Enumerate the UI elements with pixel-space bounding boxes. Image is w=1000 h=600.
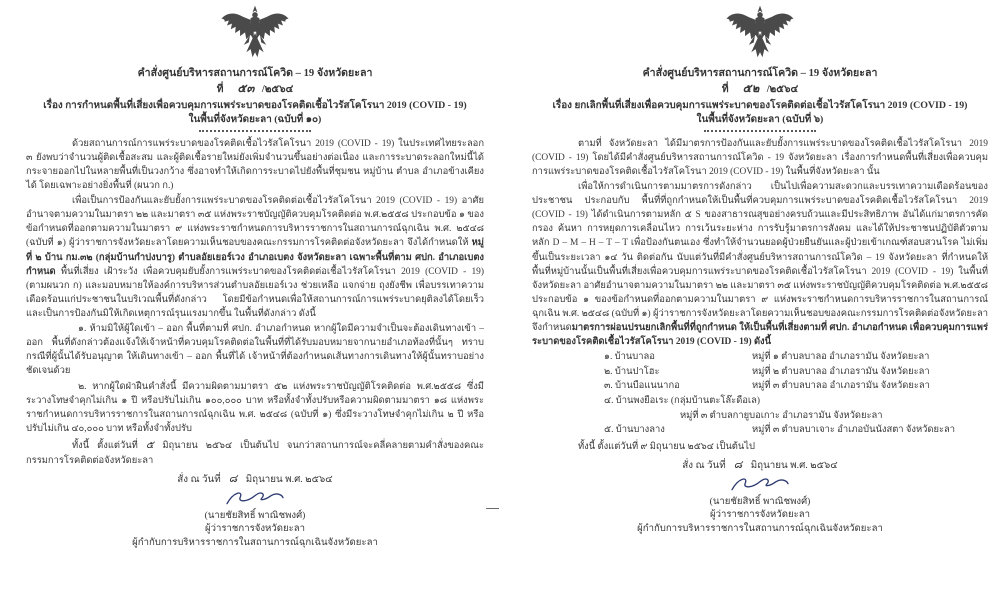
order-item-1: ๑. ห้ามมิให้ผู้ใดเข้า – ออก พื้นที่ตามที่ ศปก. อำเภอกำหนด หากผู้ใดมีความจำเป็นจะต้องเดินทางเข้า – ออก พื้นที่ดังกล่าวต้องแจ้งให้เจ้าหน้าที่ควบคุมโรคติดต่อในพื้นที่ที่ได้รับมอบหมายจากนายอำเภอท้องที่นั้นๆ ทราบ กรณีที่ผู้นั้นได้รับอนุญาต ให้เดินทางเข้า – ออก พื้นที่ได้ เจ้าหน้าที่ต้องกำหนดเส้นทางการเดินทางให้ผู้นั้นทราบอย่างชัดเจนด้วย xyxy=(26,324,484,377)
effective-day-handwritten: ๕ xyxy=(145,439,155,451)
village-name: ๑. บ้านบาลอ xyxy=(604,352,655,363)
signer-title-governor: ผู้ว่าราชการจังหวัดยะลา xyxy=(709,509,811,521)
village-row xyxy=(532,394,988,409)
order-date-post: มิถุนายน พ.ศ. ๒๕๖๔ xyxy=(750,459,838,471)
order-date-pre: สั่ง ณ วันที่ xyxy=(177,473,221,485)
paragraph-authority-text: เพื่อเป็นการป้องกันและยับยั้งการแพร่ระบาดของโรคติดต่อเชื้อไวรัสโคโรนา 2019 (COVID - 19) อาศัยอำนาจตามความในมาตรา ๒๒ และมาตรา ๓๕ แห่งพระราชบัญญัติควบคุมโรคติดต่อ พ.ศ.๒๕๕๘ ประกอบข้อ ๑ ของข้อกำหนดที่ออกตามความในมาตรา ๙ แห่งพระราชกำหนดการบริหารราชการในสถานการณ์ฉุกเฉิน พ.ศ. ๒๕๔๘ (ฉบับที่ ๑) ผู้ว่าราชการจังหวัดยะลาโดยความเห็นชอบของคณะกรรมการโรคติดต่อจังหวัดยะลา จึงได้กำหนดให้ xyxy=(26,196,484,249)
paragraph-cancellation-text: เพื่อให้การดำเนินการตามมาตรการดังกล่าว เป็นไปเพื่อความสะดวกและบรรเทาความเดือดร้อนของประชาชน ประกอบกับ พื้นที่ที่ถูกกำหนดให้เป็นพื้นที่ควบคุมการแพร่ระบาดของโรคติดเชื้อไวรัสโคโรนา 2019 (COVID - 19) ได้ดำเนินการตามหลัก ๕ S ของสาธารณสุขอย่างครบถ้วนและมีประสิทธิภาพ อันได้แก่มาตรการคัดกรอง ค้นหา การหยุดการเคลื่อนไหว การเว้นระยะห่าง การรับรู้มาตรการสังคม และได้ให้ประชาชนปฏิบัติตัวตามหลัก D – M – H – T – T เพื่อป้องกันตนเอง ซึ่งทำให้จำนวนยอดผู้ป่วยยืนยันและผู้ป่วยเข้าเกณฑ์สอบสวนโรค ไม่เพิ่มขึ้นเป็นระยะเวลา ๑๔ วัน ติดต่อกัน นับแต่วันที่มีคำสั่งศูนย์บริหารสถานการณ์โควิด – 19 จังหวัดยะลา ที่กำหนดให้พื้นที่หมู่บ้านนั้นเป็นพื้นที่เสี่ยงเพื่อควบคุมการแพร่ระบาดของโรคติดเชื้อไวรัสโคโรนา 2019 (COVID - 19) ในพื้นที่จังหวัดยะลา อาศัยอำนาจตามความในมาตรา ๒๒ และมาตรา ๓๕ แห่งพระราชบัญญัติควบคุมโรคติดต่อ พ.ศ.๒๕๕๘ ประกอบข้อ ๑ ของข้อกำหนดที่ออกตามความในมาตรา ๙ แห่งพระราชกำหนดการบริหารราชการในสถานการณ์ฉุกเฉิน พ.ศ. ๒๕๔๘ (ฉบับที่ ๑) ผู้ว่าราชการจังหวัดยะลาโดยความเห็นชอบของคณะกรรมการโรคติดต่อจังหวัดยะลา จึงกำหนด xyxy=(532,181,988,334)
document-number-year: /๒๕๖๔ xyxy=(261,84,294,96)
signer-title-governor: ผู้ว่าราชการจังหวัดยะลา xyxy=(204,523,306,535)
order-date-line xyxy=(532,457,988,474)
paragraph-cancellation xyxy=(532,180,988,349)
paragraph-authority-tail: พื้นที่เสี่ยง เฝ้าระวัง เพื่อควบคุมยับยั้งการแพร่ระบาดของโรคติดต่อเชื้อไวรัสโคโรนา 2019 (COVID - 19) (ตามผนวก ก) และมอบหมายให้องค์การบริหารส่วนตำบลอัยเยอร์เวง ช่วยเหลือ แจกจ่าย ถุงยังชีพ เพื่อบรรเทาความเดือดร้อนแก่ประชาชนในบริเวณพื้นที่ดังกล่าว โดยมีข้อกำหนดเพื่อให้สถานการณ์การแพร่ระบาดยุติลงได้โดยเร็ว และเป็นการป้องกันมิให้เกิดเหตุการณ์รุนแรงมากขึ้น ในพื้นที่ดังกล่าว ดังนี้ xyxy=(26,266,484,319)
village-detail: หมู่ที่ ๒ ตำบลบาลอ อำเภอรามัน จังหวัดยะลา xyxy=(752,366,930,377)
effective-date-line xyxy=(532,440,988,454)
subject-line-1: เรื่อง ยกเลิกพื้นที่เสี่ยงเพื่อควบคุมการแพร่ระบาดของโรคติดต่อเชื้อไวรัสโคโรนา 2019 (COVID - 19) xyxy=(552,99,968,111)
subject-line-2: ในพื้นที่จังหวัดยะลา (ฉบับที่ ๖) xyxy=(696,113,824,125)
document-number-handwritten: ๕๓ xyxy=(237,83,255,96)
dotted-divider xyxy=(199,129,311,132)
signature-icon xyxy=(222,489,288,509)
document-number-label: ที่ xyxy=(721,84,729,96)
order-day-handwritten: ๘ xyxy=(733,458,743,471)
effective-day: ๙ xyxy=(640,441,648,452)
signature-block xyxy=(532,475,988,537)
effective-date-line xyxy=(26,438,484,468)
village-row xyxy=(532,350,988,365)
order-date-post: มิถุนายน พ.ศ. ๒๕๖๔ xyxy=(245,473,333,485)
paragraph-situation: ด้วยสถานการณ์การแพร่ระบาดของโรคติดเชื้อไวรัสโคโรนา 2019 (COVID - 19) ในประเทศไทยระลอก ๓ ยังพบว่าจำนวนผู้ติดเชื้อสะสม และผู้ติดเชื้อรายใหม่ยังเพิ่มจำนวนขึ้นอย่างต่อเนื่อง และการระบาดระลอกใหม่นี้ได้กระจายออกไปในหลายพื้นที่เป็นวงกว้าง ซึ่งอาจทำให้เกิดการระบาดไปยังพื้นที่ชุมชน หมู่บ้าน ตำบล อำเภอข้างเคียงได้ โดยเฉพาะอย่างยิ่งพื้นที่ (ผนวก ก.) xyxy=(26,138,484,191)
garuda-emblem-icon xyxy=(26,5,484,66)
effective-pre: ทั้งนี้ ตั้งแต่วันที่ xyxy=(578,441,639,452)
document-number-label: ที่ xyxy=(216,84,224,96)
right-document-page xyxy=(500,0,1000,600)
signer-name: (นายชัยสิทธิ์ พาณิชพงศ์) xyxy=(204,509,306,521)
village-row xyxy=(532,379,988,394)
order-item-2: ๒. หากผู้ใดฝ่าฝืนคำสั่งนี้ มีความผิดตามมาตรา ๕๒ แห่งพระราชบัญญัติโรคติดต่อ พ.ศ.๒๕๕๘ ซึ่งมีระวางโทษจำคุกไม่เกิน ๑ ปี หรือปรับไม่เกิน ๑๐๐,๐๐๐ บาท หรือทั้งจำทั้งปรับหรือความผิดตามมาตรา ๑๘ แห่งพระราชกำหนดการบริหารราชการในสถานการณ์ฉุกเฉิน พ.ศ. ๒๕๔๘ (ฉบับที่ ๑) ซึ่งมีระวางโทษจำคุกไม่เกิน ๒ ปี หรือปรับไม่เกิน ๔๐,๐๐๐ บาท หรือทั้งจำทั้งปรับ xyxy=(26,381,484,434)
signer-name: (นายชัยสิทธิ์ พาณิชพงศ์) xyxy=(709,495,811,507)
designated-area-bold: หมู่ที่ ๒ บ้าน กม.๓๒ (กลุ่มบ้านกำปงบารู) ตำบลอัยเยอร์เวง อำเภอเบตง จังหวัดยะลา เฉพาะพื้นที่ตาม ศปก. อำเภอเบตงกำหนด xyxy=(26,238,484,277)
village-name: ๕. บ้านบางลาง xyxy=(604,425,665,436)
village-detail: หมู่ที่ ๓ ตำบลกายูบอเกาะ อำเภอรามัน จังหวัดยะลา xyxy=(680,410,883,421)
village-row xyxy=(532,365,988,380)
village-detail: หมู่ที่ ๑ ตำบลบาลอ อำเภอรามัน จังหวัดยะลา xyxy=(752,352,930,363)
order-day-handwritten: ๘ xyxy=(228,472,238,485)
document-title: คำสั่งศูนย์บริหารสถานการณ์โควิด – 19 จังหวัดยะลา xyxy=(642,68,878,80)
document-number-line xyxy=(26,81,484,98)
paragraph-authority xyxy=(26,194,484,321)
garuda-emblem-icon xyxy=(532,5,988,66)
signature-block xyxy=(26,489,484,551)
signer-title-emergency: ผู้กำกับการบริหารราชการในสถานการณ์ฉุกเฉินจังหวัดยะลา xyxy=(637,523,883,535)
cancellation-measure-bold: มาตรการผ่อนปรนยกเลิกพื้นที่ที่ถูกกำหนด ให้เป็นพื้นที่เสี่ยงตามที่ ศปก. อำเภอกำหนด เพื่อควบคุมการแพร่ระบาดของโรคติดเชื้อไวรัสโคโรนา 2019 (COVID - 19) ดังนี้ xyxy=(532,323,988,348)
paragraph-reference: ตามที่ จังหวัดยะลา ได้มีมาตรการป้องกันและยับยั้งการแพร่ระบาดของโรคติดเชื้อไวรัสโคโรนา 2019 (COVID - 19) โดยได้มีคำสั่งศูนย์บริหารสถานการณ์โควิด - 19 จังหวัดยะลา เรื่องการกำหนดพื้นที่เสี่ยงเพื่อควบคุมการแพร่ระบาดของโรคติดเชื้อไวรัสโคโรนา 2019 (COVID - 19) ในพื้นที่จังหวัดยะลา นั้น xyxy=(532,138,988,177)
order-date-pre: สั่ง ณ วันที่ xyxy=(682,459,726,471)
document-title: คำสั่งศูนย์บริหารสถานการณ์โควิด – 19 จังหวัดยะลา xyxy=(137,68,373,80)
stray-pen-mark xyxy=(486,508,499,509)
dotted-divider xyxy=(704,129,816,132)
village-name: ๔. บ้านพงยือเระ (กลุ่มบ้านตะโล๊ะดือเล) xyxy=(604,396,760,407)
document-number-line xyxy=(532,81,988,98)
order-date-line xyxy=(26,471,484,488)
effective-post: มิถุนายน ๒๕๖๔ เป็นต้นไป xyxy=(649,441,755,452)
document-number-handwritten: ๕๒ xyxy=(742,83,760,96)
village-name: ๒. บ้านปาโฮะ xyxy=(604,366,660,377)
village-detail: หมู่ที่ ๓ ตำบลบาเจาะ อำเภอบันนังสตา จังหวัดยะลา xyxy=(752,425,956,436)
village-detail: หมู่ที่ ๓ ตำบลบาลอ อำเภอรามัน จังหวัดยะลา xyxy=(752,381,930,392)
subject-line-1: เรื่อง การกำหนดพื้นที่เสี่ยงเพื่อควบคุมการแพร่ระบาดของโรคติดเชื้อไวรัสโคโรนา 2019 (COVID - 19) xyxy=(43,99,467,111)
signature-icon xyxy=(727,475,793,495)
subject-line-2: ในพื้นที่จังหวัดยะลา (ฉบับที่ ๑๐) xyxy=(188,113,322,125)
effective-post: มิถุนายน ๒๕๖๔ เป็นต้นไป จนกว่าสถานการณ์จะคลี่คลายตามคำสั่งของคณะกรรมการโรคติดต่อจังหวัดยะลา xyxy=(26,440,484,466)
effective-pre: ทั้งนี้ ตั้งแต่วันที่ xyxy=(72,440,138,451)
village-row xyxy=(532,423,988,438)
village-name: ๓. บ้านบือแนนากอ xyxy=(604,381,680,392)
signer-title-emergency: ผู้กำกับการบริหารราชการในสถานการณ์ฉุกเฉินจังหวัดยะลา xyxy=(132,537,378,549)
cancelled-village-list xyxy=(532,350,988,437)
document-number-year: /๒๕๖๔ xyxy=(766,84,799,96)
